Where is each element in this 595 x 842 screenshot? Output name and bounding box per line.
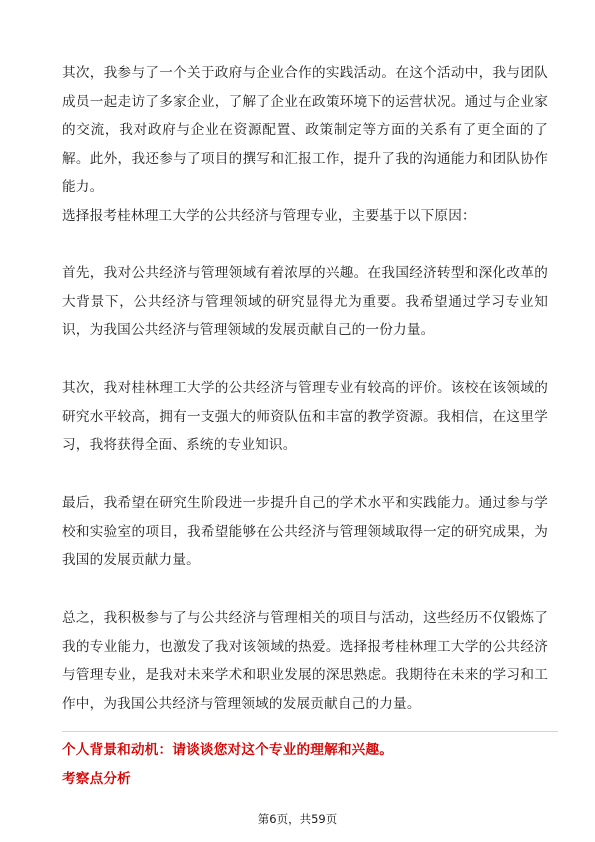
paragraph-reason-university: 其次，我对桂林理工大学的公共经济与管理专业有较高的评价。该校在该领域的研究水平较高，拥有一支强大的师资队伍和丰富的教学资源。我相信，在这里学习，我将获得全面、系统的专业知识。 [62,380,548,453]
paragraph-reason-growth: 最后，我希望在研究生阶段进一步提升自己的学术水平和实践能力。通过参与学校和实验室的项目，我希望能够在公共经济与管理领域取得一定的研究成果，为我国的发展贡献力量。 [62,495,548,568]
paragraph-practice-activity: 其次，我参与了一个关于政府与企业合作的实践活动。在这个活动中，我与团队成员一起走访了多家企业，了解了企业在政策环境下的运营状况。通过与企业家的交流，我对政府与企业在资源配置、政策制定等方面的关系有了更全面的了解。此外，我还参与了项目的撰写和汇报工作，提升了我的沟通能力和团队协作能力。 [62,65,548,195]
analysis-heading: 考察点分析 [62,771,131,787]
paragraph-reason-interest: 首先，我对公共经济与管理领域有着浓厚的兴趣。在我国经济转型和深化改革的大背景下，公共经济与管理领域的研究显得尤为重要。我希望通过学习专业知识，为我国公共经济与管理领域的发展贡献自己的一份力量。 [62,265,548,338]
question-heading: 个人背景和动机：请谈谈您对这个专业的理解和兴趣。 [62,742,394,758]
page-number: 第6页，共59页 [257,812,338,826]
section-divider [62,731,558,732]
paragraph-reasons-intro: 选择报考桂林理工大学的公共经济与管理专业，主要基于以下原因： [62,208,476,224]
paragraph-conclusion: 总之，我积极参与了与公共经济与管理相关的项目与活动，这些经历不仅锻炼了我的专业能力，也激发了我对该领域的热爱。选择报考桂林理工大学的公共经济与管理专业，是我对未来学术和职业发展的深思熟虑。我期待在未来的学习和工作中，为我国公共经济与管理领域的发展贡献自己的力量。 [62,610,548,712]
